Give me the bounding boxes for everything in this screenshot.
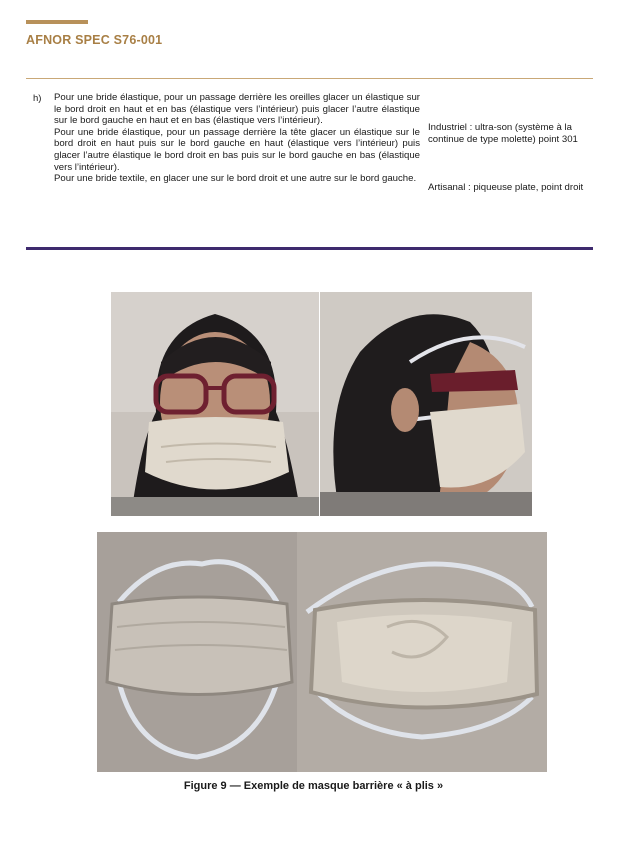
header-accent-bar bbox=[26, 20, 88, 24]
paragraph-head-straps: Pour une bride élastique, pour un passage derrière la tête glacer un élastique sur le bord droit en haut puis sur le bord gauche en haut (élastique vers l’intérieur) puis glacer l’autre élastique le bord droit en bas puis sur le bord gauche en bas (élastique vers l’intérieur). bbox=[54, 126, 420, 173]
photo-mask-outer-side bbox=[97, 532, 297, 772]
method-industrial: Industriel : ultra-son (système à la continue de type molette) point 301 bbox=[428, 122, 578, 145]
figure-caption: Figure 9 — Exemple de masque barrière « à plis » bbox=[183, 780, 444, 792]
paragraph-ear-loops: Pour une bride élastique, pour un passage derrière les oreilles glacer un élastique sur le bord droit en haut et en bas (élastique vers l’intérieur) puis glacer l’autre élastique sur le bord gauche en haut et en bas (élastique vers l’intérieur). bbox=[54, 92, 420, 127]
photo-mask-inner-side bbox=[297, 532, 547, 772]
header-rule bbox=[26, 78, 593, 79]
document-reference: AFNOR SPEC S76-001 bbox=[26, 33, 163, 47]
photo-mask-side-view bbox=[320, 292, 532, 516]
method-artisanal: Artisanal : piqueuse plate, point droit bbox=[428, 182, 584, 193]
paragraph-textile-ties: Pour une bride textile, en glacer une sur le bord droit et une autre sur le bord gauche. bbox=[54, 173, 417, 185]
photo-mask-front-view bbox=[111, 292, 319, 516]
table-bottom-rule bbox=[26, 247, 593, 250]
step-description bbox=[54, 92, 420, 185]
step-label: h) bbox=[33, 93, 42, 104]
